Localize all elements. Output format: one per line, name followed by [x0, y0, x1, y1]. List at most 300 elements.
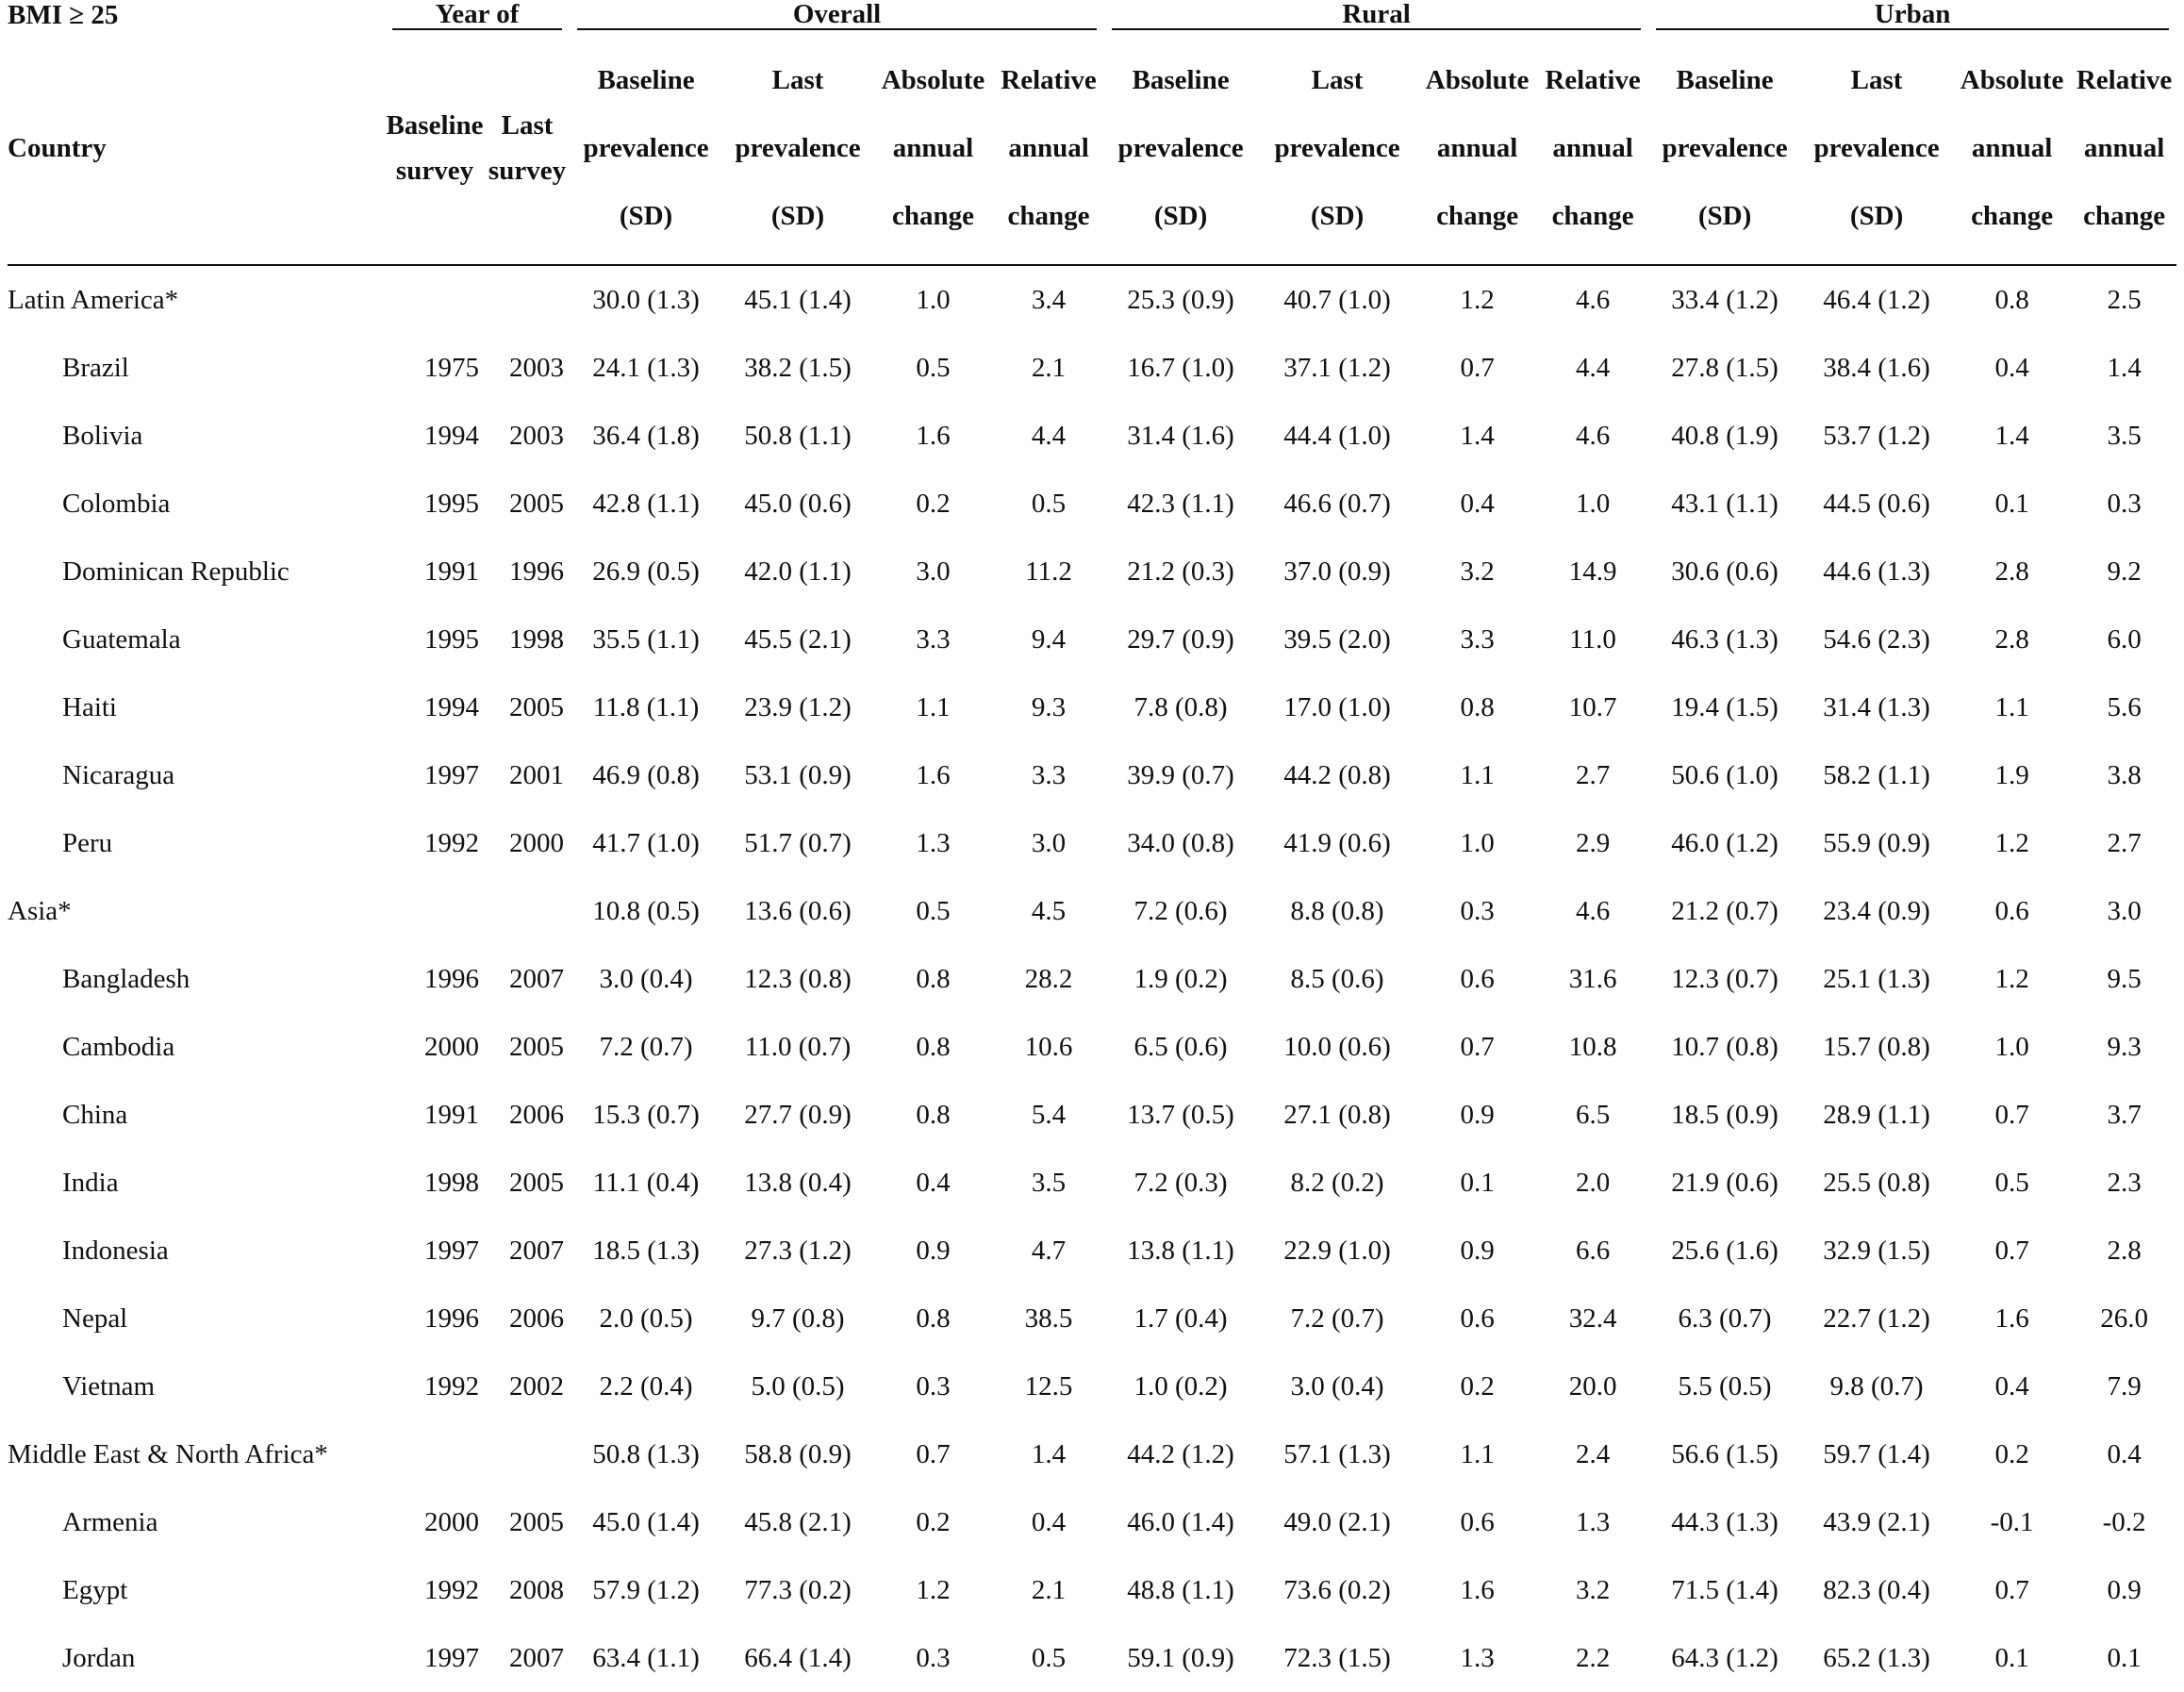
data-cell: 65.2 (1.3) — [1823, 1642, 1930, 1673]
data-cell: 1.9 (0.2) — [1133, 963, 1228, 994]
data-cell: 10.6 — [1024, 1031, 1073, 1062]
data-cell: 0.3 — [1460, 895, 1495, 926]
data-cell: 36.4 (1.8) — [592, 420, 700, 451]
data-cell: 0.9 — [916, 1235, 951, 1266]
col-header-rural-absolute-change-line: Absolute — [1425, 65, 1530, 95]
data-cell: 0.4 — [1460, 488, 1495, 519]
baseline-survey-year: 1975 — [424, 352, 479, 383]
country-name: Brazil — [62, 352, 129, 383]
data-cell: 51.7 (0.7) — [744, 827, 852, 858]
data-cell: 5.6 — [2107, 691, 2142, 722]
col-header-baseline-survey — [385, 32, 485, 265]
data-cell: 44.2 (1.2) — [1127, 1438, 1234, 1469]
baseline-survey-year: 1995 — [424, 488, 479, 519]
data-cell: 53.7 (1.2) — [1823, 420, 1930, 451]
data-cell: 8.8 (0.8) — [1290, 895, 1384, 926]
table-row — [8, 809, 2176, 877]
country-name: Haiti — [62, 691, 117, 722]
country-name: Dominican Republic — [62, 556, 290, 587]
data-cell: 13.8 (0.4) — [744, 1167, 852, 1198]
data-cell: 41.7 (1.0) — [592, 827, 700, 858]
data-cell: 50.8 (1.1) — [744, 420, 852, 451]
data-cell: 39.5 (2.0) — [1283, 623, 1391, 655]
data-cell: 0.8 — [916, 1302, 951, 1334]
data-cell: 4.4 — [1575, 352, 1611, 383]
data-cell: 13.7 (0.5) — [1127, 1099, 1234, 1130]
last-survey-year: 2006 — [509, 1099, 565, 1130]
data-cell: 1.6 — [916, 759, 951, 790]
data-cell: 0.8 — [1994, 284, 2029, 315]
data-cell: 31.4 (1.6) — [1127, 420, 1234, 451]
baseline-survey-year: 1992 — [424, 827, 479, 858]
country-name: China — [62, 1099, 128, 1130]
data-cell: 0.2 — [1994, 1438, 2029, 1469]
data-cell: 0.6 — [1994, 895, 2029, 926]
data-cell: 10.7 (0.8) — [1671, 1031, 1779, 1062]
data-cell: 23.9 (1.2) — [744, 691, 852, 722]
data-cell: 28.2 — [1024, 963, 1073, 994]
data-cell: 2.5 — [2107, 284, 2142, 315]
baseline-survey-year: 1997 — [424, 1642, 479, 1673]
data-cell: 1.2 — [1994, 963, 2029, 994]
table-body — [8, 265, 2176, 1692]
col-header-urban-baseline-prevalence-line: prevalence — [1662, 133, 1788, 163]
data-cell: 3.5 — [1031, 1167, 1067, 1198]
data-cell: 3.3 — [1460, 623, 1495, 655]
data-cell: 1.9 — [1994, 759, 2029, 790]
baseline-survey-year: 2000 — [424, 1506, 479, 1537]
data-cell: 0.7 — [1460, 352, 1495, 383]
data-cell: 6.5 (0.6) — [1133, 1031, 1228, 1062]
col-header-rural-last-prevalence-line: prevalence — [1274, 133, 1400, 163]
region-name: Asia* — [8, 895, 72, 926]
data-cell: 0.1 — [1994, 488, 2029, 519]
data-cell: -0.2 — [2102, 1506, 2146, 1537]
data-cell: 3.3 — [916, 623, 951, 655]
data-cell: 4.4 — [1031, 420, 1067, 451]
data-cell: 0.4 — [916, 1167, 951, 1198]
data-cell: 1.1 — [1460, 759, 1495, 790]
data-cell: 20.0 — [1568, 1370, 1617, 1402]
data-cell: 1.1 — [1460, 1438, 1495, 1469]
data-cell: 3.0 (0.4) — [1290, 1370, 1384, 1402]
data-cell: 1.6 — [916, 420, 951, 451]
country-name: Vietnam — [62, 1370, 156, 1402]
col-header-rural-last-prevalence — [1257, 32, 1417, 265]
data-cell: 0.3 — [916, 1642, 951, 1673]
data-cell: 27.8 (1.5) — [1671, 352, 1779, 383]
last-survey-year — [485, 877, 570, 945]
country-name: Jordan — [62, 1642, 136, 1673]
baseline-survey-year: 2000 — [424, 1031, 479, 1062]
data-cell: 9.5 — [2107, 963, 2142, 994]
col-header-rural-absolute-change — [1417, 32, 1537, 265]
data-cell: 0.1 — [2107, 1642, 2142, 1673]
col-header-urban-last-prevalence — [1801, 32, 1952, 265]
data-cell: 1.1 — [1994, 691, 2029, 722]
baseline-survey-year — [385, 877, 485, 945]
last-survey-year: 2001 — [509, 759, 565, 790]
data-cell: 57.1 (1.3) — [1283, 1438, 1391, 1469]
data-cell: 3.0 — [916, 556, 951, 587]
col-header-overall-baseline-prevalence — [570, 32, 722, 265]
col-header-overall-last-prevalence — [722, 32, 873, 265]
data-cell: 1.6 — [1460, 1574, 1495, 1605]
bmi-prevalence-table — [8, 0, 2176, 1692]
data-cell: 1.2 — [1460, 284, 1495, 315]
data-cell: 0.6 — [1460, 1302, 1495, 1334]
last-survey-year: 1996 — [509, 556, 565, 587]
data-cell: 7.2 (0.7) — [599, 1031, 693, 1062]
last-survey-year: 2005 — [509, 691, 565, 722]
col-header-urban-absolute-change-line: annual — [1971, 133, 2053, 163]
data-cell: 37.0 (0.9) — [1283, 556, 1391, 587]
last-survey-year: 2005 — [509, 1167, 565, 1198]
last-survey-year — [485, 265, 570, 334]
data-cell: 5.4 — [1031, 1099, 1067, 1130]
col-header-rural-last-prevalence-line: Last — [1311, 65, 1364, 95]
country-name: Guatemala — [62, 623, 181, 655]
table-row — [8, 1285, 2176, 1352]
data-cell: 0.7 — [1994, 1099, 2029, 1130]
data-cell: 24.1 (1.3) — [592, 352, 700, 383]
data-cell: 35.5 (1.1) — [592, 623, 700, 655]
data-cell: 38.4 (1.6) — [1823, 352, 1930, 383]
data-cell: 29.7 (0.9) — [1127, 623, 1234, 655]
data-cell: 9.7 (0.8) — [751, 1302, 845, 1334]
data-cell: 10.8 — [1568, 1031, 1617, 1062]
data-cell: 25.5 (0.8) — [1823, 1167, 1930, 1198]
col-header-baseline-survey-line: Baseline — [386, 110, 484, 141]
col-header-country: Country — [8, 32, 385, 265]
col-header-overall-baseline-prevalence-line: Baseline — [597, 65, 695, 95]
data-cell: 19.4 (1.5) — [1671, 691, 1779, 722]
table-row — [8, 1624, 2176, 1692]
group-year-of: Year of — [385, 0, 570, 32]
data-cell: 71.5 (1.4) — [1671, 1574, 1779, 1605]
col-header-overall-last-prevalence-line: (SD) — [770, 201, 825, 231]
data-cell: 49.0 (2.1) — [1283, 1506, 1391, 1537]
column-header-row — [8, 32, 2176, 265]
data-cell: 31.6 — [1568, 963, 1617, 994]
data-cell: 2.7 — [1575, 759, 1611, 790]
data-cell: 43.1 (1.1) — [1671, 488, 1779, 519]
data-cell: 0.4 — [1994, 352, 2029, 383]
data-cell: 40.8 (1.9) — [1671, 420, 1779, 451]
data-cell: 0.7 — [1994, 1235, 2029, 1266]
table-row — [8, 673, 2176, 741]
data-cell: 45.1 (1.4) — [744, 284, 852, 315]
data-cell: 64.3 (1.2) — [1671, 1642, 1779, 1673]
data-cell: 44.4 (1.0) — [1283, 420, 1391, 451]
country-name: Indonesia — [62, 1235, 169, 1266]
baseline-survey-year: 1996 — [424, 963, 479, 994]
data-cell: 42.8 (1.1) — [592, 488, 700, 519]
data-cell: 9.2 — [2107, 556, 2142, 587]
col-header-rural-relative-change — [1537, 32, 1648, 265]
col-header-urban-relative-change-line: change — [2083, 201, 2166, 231]
data-cell: 26.0 — [2100, 1302, 2148, 1334]
col-header-rural-baseline-prevalence — [1104, 32, 1257, 265]
data-cell: 7.2 (0.3) — [1133, 1167, 1228, 1198]
table-row — [8, 1217, 2176, 1285]
baseline-survey-year: 1992 — [424, 1574, 479, 1605]
data-cell: 11.0 — [1569, 623, 1616, 655]
data-cell: 1.3 — [1460, 1642, 1495, 1673]
data-cell: 45.0 (0.6) — [744, 488, 852, 519]
country-name: Bolivia — [62, 420, 143, 451]
col-header-overall-absolute-change-line: change — [892, 201, 975, 231]
region-name: Middle East & North Africa* — [8, 1438, 328, 1469]
data-cell: 33.4 (1.2) — [1671, 284, 1779, 315]
country-name: Peru — [62, 827, 113, 858]
country-name: Armenia — [62, 1506, 158, 1537]
data-cell: 0.7 — [1994, 1574, 2029, 1605]
data-cell: 44.5 (0.6) — [1823, 488, 1930, 519]
data-cell: 32.9 (1.5) — [1823, 1235, 1930, 1266]
col-header-urban-absolute-change-line: Absolute — [1960, 65, 2064, 95]
data-cell: 21.2 (0.3) — [1127, 556, 1234, 587]
data-cell: 2.1 — [1031, 1574, 1067, 1605]
data-cell: 50.6 (1.0) — [1671, 759, 1779, 790]
last-survey-year — [485, 1420, 570, 1488]
data-cell: 8.2 (0.2) — [1290, 1167, 1384, 1198]
data-cell: 0.2 — [1460, 1370, 1495, 1402]
col-header-last-survey-line: Last — [501, 110, 554, 141]
data-cell: 22.7 (1.2) — [1823, 1302, 1930, 1334]
data-cell: 55.9 (0.9) — [1823, 827, 1930, 858]
data-cell: 22.9 (1.0) — [1283, 1235, 1391, 1266]
data-cell: 0.9 — [1460, 1235, 1495, 1266]
data-cell: 18.5 (0.9) — [1671, 1099, 1779, 1130]
col-header-overall-relative-change-line: Relative — [1001, 65, 1097, 95]
data-cell: 2.1 — [1031, 352, 1067, 383]
table-row — [8, 605, 2176, 673]
data-cell: 0.5 — [1994, 1167, 2029, 1198]
table-row — [8, 1352, 2176, 1420]
data-cell: 2.2 — [1575, 1642, 1611, 1673]
data-cell: 46.0 (1.4) — [1127, 1506, 1234, 1537]
region-row — [8, 877, 2176, 945]
data-cell: 15.7 (0.8) — [1823, 1031, 1930, 1062]
data-cell: 46.6 (0.7) — [1283, 488, 1391, 519]
data-cell: 1.0 — [1994, 1031, 2029, 1062]
data-cell: 1.2 — [1994, 827, 2029, 858]
data-cell: 27.3 (1.2) — [744, 1235, 852, 1266]
data-cell: 0.7 — [1460, 1031, 1495, 1062]
data-cell: 42.3 (1.1) — [1127, 488, 1234, 519]
data-cell: -0.1 — [1990, 1506, 2034, 1537]
data-cell: 4.7 — [1031, 1235, 1067, 1266]
data-cell: 0.9 — [2107, 1574, 2142, 1605]
data-cell: 23.4 (0.9) — [1823, 895, 1930, 926]
data-cell: 3.5 — [2107, 420, 2142, 451]
data-cell: 2.9 — [1575, 827, 1611, 858]
col-header-urban-baseline-prevalence-line: (SD) — [1697, 201, 1752, 231]
data-cell: 21.2 (0.7) — [1671, 895, 1779, 926]
last-survey-year: 2007 — [509, 963, 565, 994]
data-cell: 0.9 — [1460, 1099, 1495, 1130]
data-cell: 4.5 — [1031, 895, 1067, 926]
table-row — [8, 470, 2176, 538]
data-cell: 4.6 — [1575, 284, 1611, 315]
data-cell: 0.8 — [916, 1099, 951, 1130]
data-cell: 10.7 — [1568, 691, 1617, 722]
last-survey-year: 2007 — [509, 1235, 565, 1266]
baseline-survey-year: 1994 — [424, 420, 479, 451]
data-cell: 44.6 (1.3) — [1823, 556, 1930, 587]
data-cell: 1.3 — [1575, 1506, 1611, 1537]
col-header-rural-relative-change-line: annual — [1552, 133, 1633, 163]
country-name: Egypt — [62, 1574, 128, 1605]
data-cell: 0.2 — [916, 488, 951, 519]
data-cell: 12.5 — [1024, 1370, 1073, 1402]
col-header-overall-baseline-prevalence-line: prevalence — [583, 133, 709, 163]
data-cell: 3.7 — [2107, 1099, 2142, 1130]
group-overall: Overall — [570, 0, 1104, 32]
data-cell: 0.1 — [1460, 1167, 1495, 1198]
col-header-overall-absolute-change — [873, 32, 993, 265]
data-cell: 0.5 — [916, 895, 951, 926]
data-cell: 6.3 (0.7) — [1678, 1302, 1772, 1334]
data-cell: 1.2 — [916, 1574, 951, 1605]
baseline-survey-year: 1992 — [424, 1370, 479, 1402]
data-cell: 9.3 — [1031, 691, 1067, 722]
data-cell: 9.3 — [2107, 1031, 2142, 1062]
data-cell: 3.0 — [2107, 895, 2142, 926]
data-cell: 10.0 (0.6) — [1283, 1031, 1391, 1062]
data-cell: 45.8 (2.1) — [744, 1506, 852, 1537]
table-row — [8, 1013, 2176, 1081]
data-cell: 1.0 (0.2) — [1133, 1370, 1228, 1402]
col-header-urban-last-prevalence-line: (SD) — [1849, 201, 1904, 231]
data-cell: 16.7 (1.0) — [1127, 352, 1234, 383]
data-cell: 3.0 — [1031, 827, 1067, 858]
last-survey-year: 1998 — [509, 623, 565, 655]
data-cell: 31.4 (1.3) — [1823, 691, 1930, 722]
data-cell: 25.3 (0.9) — [1127, 284, 1234, 315]
data-cell: 0.1 — [1994, 1642, 2029, 1673]
data-cell: 45.5 (2.1) — [744, 623, 852, 655]
table-row — [8, 741, 2176, 809]
data-cell: 3.2 — [1460, 556, 1495, 587]
data-cell: 0.3 — [916, 1370, 951, 1402]
country-name: Nepal — [62, 1302, 128, 1334]
data-cell: 53.1 (0.9) — [744, 759, 852, 790]
region-row — [8, 1420, 2176, 1488]
data-cell: 6.6 — [1575, 1235, 1611, 1266]
col-header-overall-absolute-change-line: Absolute — [881, 65, 985, 95]
table-row — [8, 402, 2176, 470]
data-cell: 7.9 — [2107, 1370, 2142, 1402]
data-cell: 32.4 — [1568, 1302, 1617, 1334]
data-cell: 2.8 — [1994, 556, 2029, 587]
corner-label: BMI ≥ 25 — [8, 0, 119, 30]
last-survey-year: 2007 — [509, 1642, 565, 1673]
data-cell: 12.3 (0.8) — [744, 963, 852, 994]
col-header-overall-relative-change — [993, 32, 1104, 265]
data-cell: 46.3 (1.3) — [1671, 623, 1779, 655]
data-cell: 0.6 — [1460, 963, 1495, 994]
group-urban: Urban — [1648, 0, 2176, 32]
baseline-survey-year: 1996 — [424, 1302, 479, 1334]
data-cell: 57.9 (1.2) — [592, 1574, 700, 1605]
data-cell: 56.6 (1.5) — [1671, 1438, 1779, 1469]
data-cell: 4.6 — [1575, 420, 1611, 451]
data-cell: 13.6 (0.6) — [744, 895, 852, 926]
baseline-survey-year: 1991 — [424, 556, 479, 587]
col-header-urban-absolute-change-line: change — [1971, 201, 2054, 231]
data-cell: 0.5 — [1031, 1642, 1067, 1673]
data-cell: 1.4 — [1994, 420, 2029, 451]
data-cell: 1.0 — [916, 284, 951, 315]
col-header-rural-absolute-change-line: change — [1436, 201, 1519, 231]
data-cell: 40.7 (1.0) — [1283, 284, 1391, 315]
data-cell: 2.8 — [2107, 1235, 2142, 1266]
data-cell: 59.1 (0.9) — [1127, 1642, 1234, 1673]
data-cell: 0.5 — [1031, 488, 1067, 519]
data-cell: 38.5 — [1024, 1302, 1073, 1334]
data-cell: 46.0 (1.2) — [1671, 827, 1779, 858]
last-survey-year: 2000 — [509, 827, 565, 858]
last-survey-year: 2003 — [509, 420, 565, 451]
table-row — [8, 1149, 2176, 1217]
data-cell: 11.8 (1.1) — [592, 691, 700, 722]
data-cell: 3.3 — [1031, 759, 1067, 790]
data-cell: 2.0 (0.5) — [599, 1302, 693, 1334]
last-survey-year: 2002 — [509, 1370, 565, 1402]
data-cell: 45.0 (1.4) — [592, 1506, 700, 1537]
data-cell: 1.1 — [916, 691, 951, 722]
data-cell: 15.3 (0.7) — [592, 1099, 700, 1130]
data-cell: 41.9 (0.6) — [1283, 827, 1391, 858]
region-name: Latin America* — [8, 284, 179, 315]
data-cell: 2.2 (0.4) — [599, 1370, 693, 1402]
data-cell: 39.9 (0.7) — [1127, 759, 1234, 790]
col-header-urban-relative-change-line: Relative — [2076, 65, 2173, 95]
data-cell: 1.6 — [1994, 1302, 2029, 1334]
data-cell: 0.6 — [1460, 1506, 1495, 1537]
col-header-last-survey-line: survey — [488, 156, 567, 186]
last-survey-year: 2008 — [509, 1574, 565, 1605]
data-cell: 46.9 (0.8) — [592, 759, 700, 790]
data-cell: 12.3 (0.7) — [1671, 963, 1779, 994]
data-cell: 2.7 — [2107, 827, 2142, 858]
data-cell: 9.4 — [1031, 623, 1067, 655]
data-cell: 10.8 (0.5) — [592, 895, 700, 926]
data-cell: 0.8 — [916, 1031, 951, 1062]
country-name: Cambodia — [62, 1031, 175, 1062]
data-cell: 3.0 (0.4) — [599, 963, 693, 994]
data-cell: 59.7 (1.4) — [1823, 1438, 1930, 1469]
data-cell: 1.0 — [1460, 827, 1495, 858]
data-cell: 14.9 — [1568, 556, 1617, 587]
data-cell: 3.4 — [1031, 284, 1067, 315]
baseline-survey-year: 1991 — [424, 1099, 479, 1130]
data-cell: 7.2 (0.7) — [1290, 1302, 1384, 1334]
col-header-rural-relative-change-line: Relative — [1545, 65, 1641, 95]
data-cell: 58.8 (0.9) — [744, 1438, 852, 1469]
col-header-overall-baseline-prevalence-line: (SD) — [619, 201, 673, 231]
data-cell: 1.7 (0.4) — [1133, 1302, 1228, 1334]
data-cell: 43.9 (2.1) — [1823, 1506, 1930, 1537]
data-cell: 2.8 — [1994, 623, 2029, 655]
data-cell: 3.8 — [2107, 759, 2142, 790]
data-cell: 72.3 (1.5) — [1283, 1642, 1391, 1673]
data-cell: 66.4 (1.4) — [744, 1642, 852, 1673]
data-cell: 30.0 (1.3) — [592, 284, 700, 315]
data-cell: 11.2 — [1025, 556, 1072, 587]
